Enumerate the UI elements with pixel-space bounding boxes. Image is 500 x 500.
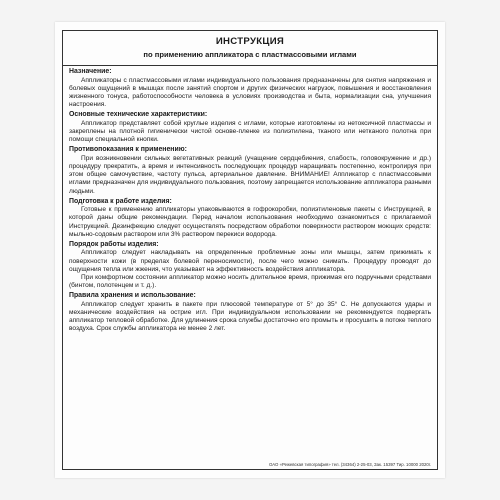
section-paragraph: Аппликатор следует хранить в пакете при плюсовой температуре от 5° до 35° С. Не допускаются удары и механические воздействия на острие игл. При индивидуальном использовании не рекомендуется подвергать аппликатор тепловой обработке. Для удлинения срока службы достаточно его промыть и просушить в потоке теплого воздуха. Срок службы аппликатора не менее 2 лет. xyxy=(69,300,431,333)
section-heading: Правила хранения и использование: xyxy=(69,292,196,300)
section-specs xyxy=(69,111,431,144)
section-usage xyxy=(69,241,431,290)
section-heading: Назначение: xyxy=(69,68,112,75)
section-heading: Противопоказания к применению: xyxy=(69,146,187,154)
section-heading: Подготовка к работе изделия: xyxy=(69,197,172,205)
section-preparation xyxy=(69,198,431,239)
document-subtitle: по применению аппликатора с пластмассовыми иглами xyxy=(63,50,437,66)
instruction-sheet xyxy=(55,22,445,478)
section-paragraph: Аппликатор представляет собой круглые изделия с иглами, которые изготовлены из нетоксичной пластмассы и закреплены на плотной гигиенически чистой основе-пленке из полиэтилена, тканого или нетканого полотна при помощи специальной кнопки. xyxy=(69,119,431,144)
section-paragraph: При комфортном состоянии аппликатор можно носить длительное время, прижимая его подручными средствами (бинтом, полотенцем и т. д.). xyxy=(69,273,431,290)
section-heading: Порядок работы изделия: xyxy=(69,240,159,248)
section-storage xyxy=(69,292,431,333)
document-title: ИНСТРУКЦИЯ xyxy=(215,36,285,47)
section-paragraph: При возникновении сильных вегетативных реакций (учащение сердцебиения, слабость, головокружение и др.) процедуру прекратить, а время и интенсивность последующих процедур наращивать постепенно, контролируя при этом общее самочувствие, частоту пульса, артериальное давление. ВНИМАНИЕ! Аппликатор с пластмассовыми иглами предназначен для индивидуального пользования, поэтому запрещается использование аппликатора разными людьми. xyxy=(69,154,431,195)
section-paragraph: Аппликатор следует накладывать на определенные проблемные зоны или мышцы, затем прижимать к поверхности кожи (в пределах болевой переносимости), после чего можно снимать. Процедуру проводят до ощущения тепла или жжения, что указывает на эффективность воздействия аппликатора. xyxy=(69,249,431,273)
section-paragraph: Готовые к применению аппликаторы упаковываются в гофрокоробки, полиэтиленовые пакеты с Инструкцией, в которой даны общие рекомендации. Перед началом использования необходимо ознакомиться с прилагаемой Инструкцией. Дезинфекцию следует осуществлять посредством обработки поверхности раствором моющих средств: мыльно-содовым раствором или 3% раствором перекиси водорода. xyxy=(69,206,431,238)
section-paragraph: Аппликаторы с пластмассовыми иглами индивидуального пользования предназначены для снятия напряжения и болевых ощущений в мышцах после занятий спортом и других физических нагрузок, повышения и восстановления жизненного тонуса, работоспособности человека в условиях производства и быта, нормализации сна, улучшения настроения. xyxy=(69,76,431,109)
section-contraindications xyxy=(69,146,431,195)
document-frame xyxy=(62,30,438,470)
printer-footer: ОАО «Режевская типография» тел. (34364) 2-25-03, Зак. 15397 Тир. 10000 2020г. xyxy=(269,462,431,467)
section-heading: Основные технические характеристики: xyxy=(69,111,208,119)
section-purpose xyxy=(69,68,431,109)
